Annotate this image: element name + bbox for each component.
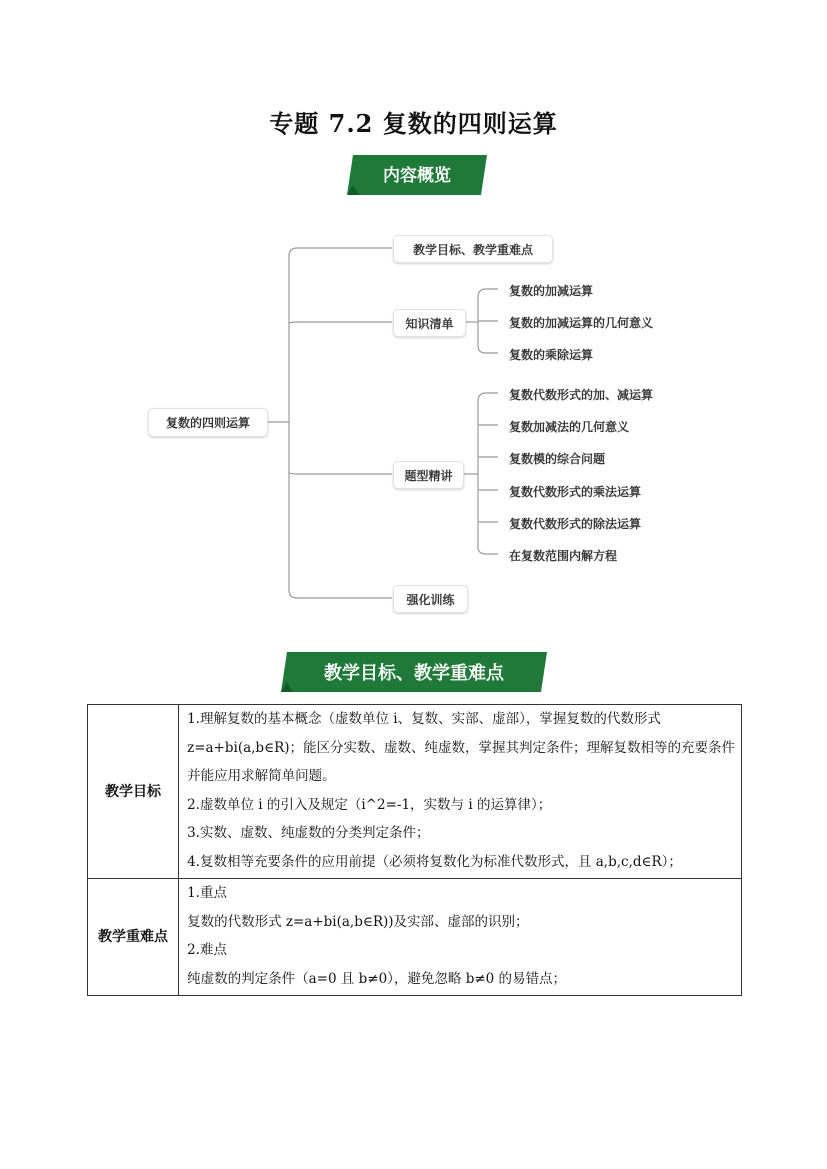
branch-training: [393, 585, 468, 613]
branch-goals-label: 教学目标、教学重难点: [412, 242, 533, 257]
knowledge-item: 复数的加减运算的几何意义: [509, 316, 654, 330]
knowledge-item: 复数的乘除运算: [509, 348, 594, 362]
goal-line: z=a+bi(a,b∈R)；能区分实数、虚数、纯虚数，掌握其判定条件；理解复数相等的充要条件: [187, 739, 735, 756]
overview-banner-text: 内容概览: [383, 166, 451, 186]
page-title: 专题 7.2 复数的四则运算: [269, 109, 558, 138]
knowledge-item: 复数的加减运算: [509, 284, 594, 298]
branch-knowledge-label: 知识清单: [405, 316, 454, 331]
goals-banner-text: 教学目标、教学重难点: [324, 663, 504, 684]
type-item: 在复数范围内解方程: [509, 549, 618, 563]
type-item: 复数代数形式的乘法运算: [509, 485, 642, 499]
goal-line: 4.复数相等充要条件的应用前提（必须将复数化为标准代数形式，且 a,b,c,d∈R）；: [187, 853, 682, 870]
type-item: 复数代数形式的除法运算: [509, 517, 642, 531]
row-body-goals: [179, 705, 742, 879]
branch-training-label: 强化训练: [406, 592, 455, 607]
key-point-line: 1.重点: [187, 885, 227, 901]
row-header-key-points: 教学重难点: [88, 879, 179, 996]
key-point-line: 复数的代数形式 z=a+bi(a,b∈R))及实部、虚部的识别；: [187, 913, 529, 930]
type-item: 复数加减法的几何意义: [509, 420, 630, 434]
branch-line-types: [289, 472, 392, 474]
branch-knowledge: [393, 309, 466, 337]
mind-map-root-label: 复数的四则运算: [165, 416, 250, 430]
key-point-line: 纯虚数的判定条件（a=0 且 b≠0），避免忽略 b≠0 的易错点；: [187, 970, 567, 987]
type-item: 复数模的综合问题: [509, 452, 606, 466]
mind-map-root: [148, 408, 268, 437]
goal-line: 3.实数、虚数、纯虚数的分类判定条件；: [187, 825, 430, 841]
row-body-key-points: [179, 879, 742, 996]
branch-goals: [393, 235, 553, 263]
goal-line: 并能应用求解简单问题。: [187, 768, 336, 784]
goals-banner-shape: [281, 652, 547, 692]
branch-types: [393, 461, 464, 489]
row-header-goals: 教学目标: [88, 705, 179, 879]
types-bracket: [478, 393, 498, 554]
goals-table: [87, 704, 742, 996]
key-point-line: 2.难点: [187, 942, 227, 958]
table-row: [88, 705, 742, 879]
type-item: 复数代数形式的加、减运算: [509, 388, 654, 402]
branch-types-label: 题型精讲: [404, 468, 453, 483]
goal-line: 2.虚数单位 i 的引入及规定（i^2=-1，实数与 i 的运算律）；: [187, 796, 552, 813]
main-trunk: [289, 248, 297, 598]
goal-line: 1.理解复数的基本概念（虚数单位 i、复数、实部、虚部），掌握复数的代数形式: [187, 711, 661, 727]
goals-banner: [281, 652, 547, 692]
branch-line-knowledge: [289, 322, 392, 324]
table-row: [88, 879, 742, 996]
